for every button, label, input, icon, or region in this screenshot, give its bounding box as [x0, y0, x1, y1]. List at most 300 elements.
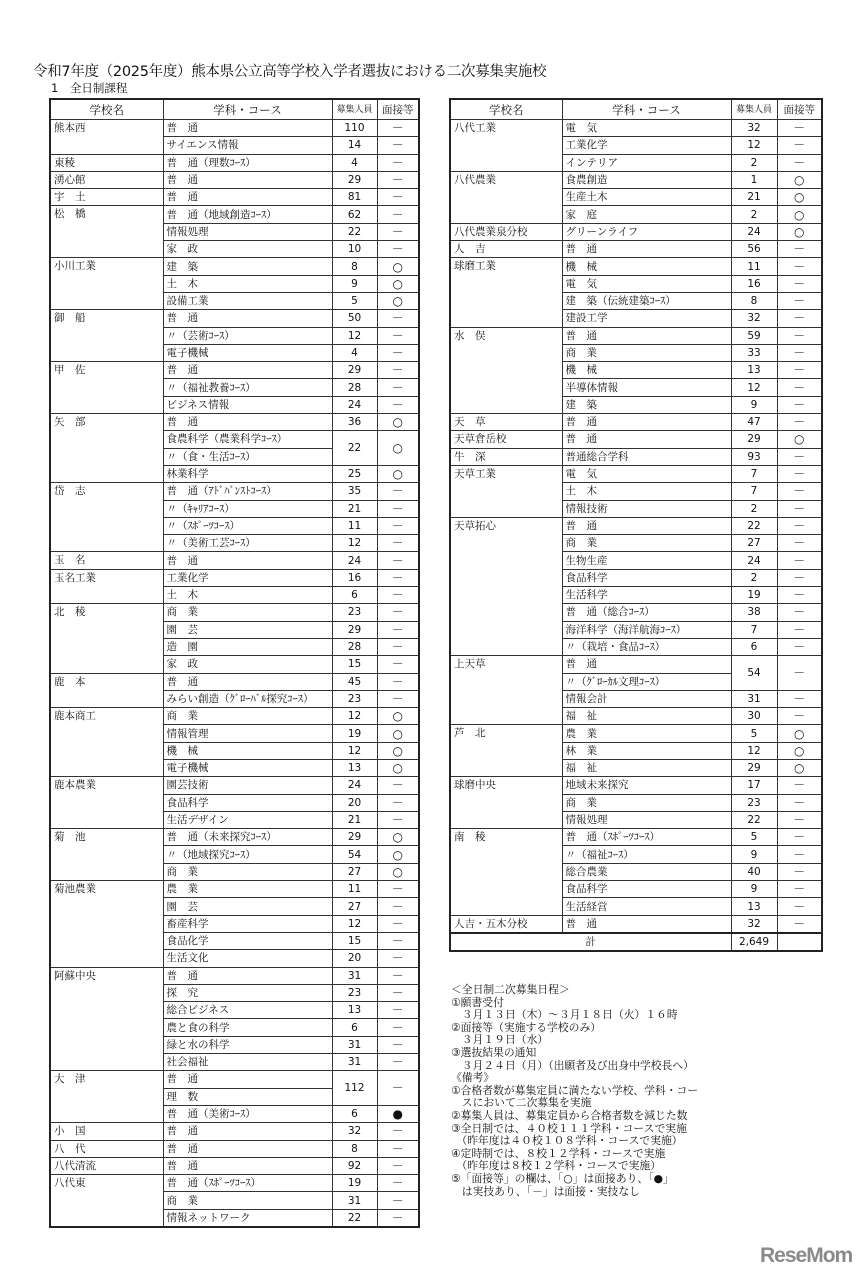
recruit-count: 19 — [332, 725, 377, 742]
course-name: 普 通 — [562, 656, 731, 673]
recruit-count: 16 — [332, 569, 377, 586]
course-name: 電 気 — [562, 120, 731, 137]
interview-mark: ○ — [777, 189, 822, 206]
interview-mark: － — [777, 500, 822, 517]
recruit-count: 32 — [731, 120, 777, 137]
recruit-count: 19 — [332, 1175, 377, 1192]
course-name: 普 通 — [163, 552, 332, 569]
interview-mark: － — [377, 154, 419, 171]
course-name: 建 築（伝統建築ｺｰｽ） — [562, 292, 731, 309]
recruit-count: 81 — [332, 189, 377, 206]
recruit-count: 11 — [332, 881, 377, 898]
recruit-count: 40 — [731, 863, 777, 880]
recruit-count: 36 — [332, 414, 377, 431]
school-name: 大 津 — [50, 1071, 163, 1123]
recruit-count: 19 — [731, 587, 777, 604]
interview-mark: － — [777, 396, 822, 413]
course-name: 社会福祉 — [163, 1054, 332, 1071]
recruit-count: 27 — [332, 863, 377, 880]
recruit-count: 12 — [332, 708, 377, 725]
interview-mark: － — [777, 846, 822, 863]
interview-mark: － — [377, 344, 419, 361]
course-name: 総合農業 — [562, 863, 731, 880]
course-name: 〃（ｽﾎﾟｰﾂｺｰｽ） — [163, 517, 332, 534]
interview-mark: ○ — [377, 708, 419, 725]
course-name: 機 械 — [163, 742, 332, 759]
recruit-count: 30 — [731, 708, 777, 725]
recruit-count: 27 — [332, 898, 377, 915]
note-line: ＜全日制二次募集日程＞ — [451, 983, 570, 996]
course-name: 総合ビジネス — [163, 1002, 332, 1019]
interview-mark: － — [377, 379, 419, 396]
table-row — [50, 258, 419, 275]
recruit-count: 15 — [332, 656, 377, 673]
school-name: 八代農業泉分校 — [450, 223, 562, 240]
course-name: 普 通 — [163, 1071, 332, 1088]
interview-mark: － — [377, 967, 419, 984]
course-name: 商 業 — [562, 344, 731, 361]
recruit-count: 56 — [731, 241, 777, 258]
course-name: 普 通 — [562, 241, 731, 258]
course-name: 普 通 — [562, 414, 731, 431]
course-name: 情報管理 — [163, 725, 332, 742]
school-name: 牛 深 — [450, 448, 562, 465]
total-value: 2,649 — [731, 933, 777, 951]
table-row — [450, 777, 822, 794]
course-name: 普 通 — [163, 673, 332, 690]
recruit-count: 29 — [731, 431, 777, 448]
table-row — [50, 673, 419, 690]
course-name: 林 業 — [562, 742, 731, 759]
course-name: 電子機械 — [163, 344, 332, 361]
note-line: （昨年度は４０校１０８学科・コースで実施） — [451, 1134, 683, 1148]
note-line: ④定時制では、８校１２学科・コースで実施 — [451, 1146, 666, 1160]
interview-mark: － — [777, 863, 822, 880]
table-row — [50, 362, 419, 379]
school-name: 芦 北 — [450, 725, 562, 777]
recruit-count: 33 — [731, 344, 777, 361]
course-name: 普 通 — [562, 327, 731, 344]
recruit-count: 9 — [332, 275, 377, 292]
header-course: 学科・コース — [163, 99, 332, 120]
recruit-count: 24 — [332, 552, 377, 569]
course-name: 生産土木 — [562, 189, 731, 206]
school-name: 松 橋 — [50, 206, 163, 258]
course-name: 家 庭 — [562, 206, 731, 223]
course-name: 〃（栽培・食品ｺｰｽ） — [562, 638, 731, 655]
course-name: 〃（食・生活ｺｰｽ） — [163, 448, 332, 465]
table-row — [50, 483, 419, 500]
interview-mark: － — [777, 881, 822, 898]
recruit-count: 45 — [332, 673, 377, 690]
recruit-count: 22 — [332, 1209, 377, 1227]
interview-mark: － — [777, 327, 822, 344]
interview-mark: － — [777, 241, 822, 258]
interview-mark: － — [377, 1036, 419, 1053]
school-name: 人吉・五木分校 — [450, 915, 562, 933]
interview-mark: － — [777, 915, 822, 933]
course-name: 生活経営 — [562, 898, 731, 915]
interview-mark: － — [777, 535, 822, 552]
course-name: 普 通 — [163, 414, 332, 431]
recruit-count: 13 — [332, 1002, 377, 1019]
course-name: 機 械 — [562, 362, 731, 379]
interview-mark: － — [377, 362, 419, 379]
interview-mark: － — [377, 310, 419, 327]
header-school: 学校名 — [450, 99, 562, 120]
course-name: 商 業 — [562, 794, 731, 811]
schools-table-left — [49, 98, 420, 1228]
recruit-count: 13 — [332, 759, 377, 776]
school-name: 阿蘇中央 — [50, 967, 163, 1071]
interview-mark: － — [777, 794, 822, 811]
interview-mark: － — [777, 310, 822, 327]
course-name: 普 通（ｽﾎﾟｰﾂｺｰｽ） — [163, 1175, 332, 1192]
table-row — [450, 327, 822, 344]
note-line: ３月１９日（水） — [451, 1033, 549, 1047]
recruit-count: 2 — [731, 500, 777, 517]
course-name: 園芸技術 — [163, 777, 332, 794]
table-row — [50, 206, 419, 223]
interview-mark: － — [777, 379, 822, 396]
recruit-count: 12 — [332, 535, 377, 552]
interview-mark: ○ — [377, 292, 419, 309]
school-name: 宇 土 — [50, 189, 163, 206]
course-name: 食品化学 — [163, 932, 332, 949]
course-name: 普 通 — [163, 120, 332, 137]
course-name: 食品科学 — [562, 569, 731, 586]
table-row — [50, 1140, 419, 1157]
section-subtitle: 1 全日制課程 — [51, 81, 128, 95]
recruit-count: 8 — [332, 258, 377, 275]
recruit-count: 23 — [731, 794, 777, 811]
recruit-count: 29 — [731, 759, 777, 776]
school-name: 人 吉 — [450, 241, 562, 258]
interview-mark: － — [377, 794, 419, 811]
course-name: 土 木 — [163, 587, 332, 604]
course-name: 地域未来探究 — [562, 777, 731, 794]
school-name: 上天草 — [450, 656, 562, 725]
interview-mark: － — [377, 1002, 419, 1019]
note-line: （昨年度は８校１２学科・コースで実施） — [451, 1159, 661, 1173]
course-name: 普 通 — [163, 1157, 332, 1174]
recruit-count: 12 — [332, 915, 377, 932]
school-name: 岱 志 — [50, 483, 163, 552]
recruit-count: 5 — [731, 829, 777, 846]
table-row — [450, 915, 822, 933]
interview-mark: ○ — [377, 258, 419, 275]
interview-mark: － — [777, 604, 822, 621]
course-name: 商 業 — [163, 708, 332, 725]
recruit-count: 31 — [332, 1036, 377, 1053]
recruit-count: 2 — [731, 206, 777, 223]
course-name: 情報処理 — [562, 811, 731, 828]
table-row — [450, 829, 822, 846]
course-name: 普 通（理数ｺｰｽ） — [163, 154, 332, 171]
table-row — [450, 517, 822, 534]
course-name: 探 究 — [163, 984, 332, 1001]
recruit-count: 21 — [332, 500, 377, 517]
interview-mark: － — [777, 690, 822, 707]
recruit-count: 22 — [332, 431, 377, 466]
recruit-count: 32 — [332, 1123, 377, 1140]
resemom-logo: ReseMom — [760, 1244, 853, 1267]
school-name: 天草拓心 — [450, 517, 562, 655]
interview-mark: － — [377, 1140, 419, 1157]
interview-mark: － — [777, 621, 822, 638]
course-name: 畜産科学 — [163, 915, 332, 932]
interview-mark: － — [777, 344, 822, 361]
course-name: グリーンライフ — [562, 223, 731, 240]
interview-mark: － — [777, 517, 822, 534]
course-name: 情報会計 — [562, 690, 731, 707]
course-name: 普 通 — [163, 171, 332, 188]
school-name: 鹿本農業 — [50, 777, 163, 829]
recruit-count: 28 — [332, 638, 377, 655]
recruit-count: 24 — [332, 777, 377, 794]
recruit-count: 1 — [731, 171, 777, 188]
recruit-count: 24 — [731, 223, 777, 240]
course-name: 電 気 — [562, 275, 731, 292]
course-name: 〃（芸術ｺｰｽ） — [163, 327, 332, 344]
note-line: ①合格者数が募集定員に満たない学校、学科・コー — [451, 1083, 699, 1097]
course-name: 普 通 — [163, 189, 332, 206]
interview-mark: － — [777, 898, 822, 915]
course-name: 情報ネットワーク — [163, 1209, 332, 1227]
interview-mark: － — [377, 604, 419, 621]
school-name: 玉 名 — [50, 552, 163, 569]
recruit-count: 62 — [332, 206, 377, 223]
recruit-count: 20 — [332, 794, 377, 811]
table-row — [50, 189, 419, 206]
schools-table-right — [449, 98, 823, 952]
course-name: 食農科学（農業科学ｺｰｽ） — [163, 431, 332, 448]
recruit-count: 27 — [731, 535, 777, 552]
interview-mark: ○ — [377, 275, 419, 292]
interview-mark: － — [377, 881, 419, 898]
school-name: 天 草 — [450, 414, 562, 431]
course-name: 生活デザイン — [163, 811, 332, 828]
interview-mark: － — [777, 448, 822, 465]
interview-mark: － — [377, 898, 419, 915]
recruit-count: 29 — [332, 171, 377, 188]
recruit-count: 4 — [332, 344, 377, 361]
table-row — [50, 604, 419, 621]
course-name: 設備工業 — [163, 292, 332, 309]
recruit-count: 4 — [332, 154, 377, 171]
note-line: ②募集人員は、募集定員から合格者数を減じた数 — [451, 1108, 688, 1122]
recruit-count: 5 — [332, 292, 377, 309]
interview-mark: － — [777, 708, 822, 725]
school-name: 湧心館 — [50, 171, 163, 188]
interview-mark: － — [377, 517, 419, 534]
school-name: 八 代 — [50, 1140, 163, 1157]
schedule-notes — [451, 984, 698, 1198]
school-name: 天草工業 — [450, 465, 562, 517]
course-name: 建設工学 — [562, 310, 731, 327]
recruit-count: 59 — [731, 327, 777, 344]
interview-mark: ○ — [777, 206, 822, 223]
recruit-count: 13 — [731, 362, 777, 379]
recruit-count: 22 — [332, 223, 377, 240]
recruit-count: 112 — [332, 1071, 377, 1106]
recruit-count: 93 — [731, 448, 777, 465]
course-name: 普通総合学科 — [562, 448, 731, 465]
course-name: 農 業 — [163, 881, 332, 898]
course-name: 家 政 — [163, 656, 332, 673]
interview-mark: － — [377, 120, 419, 137]
table-row — [450, 120, 822, 137]
recruit-count: 38 — [731, 604, 777, 621]
interview-mark: － — [777, 154, 822, 171]
course-name: 家 政 — [163, 241, 332, 258]
recruit-count: 35 — [332, 483, 377, 500]
course-name: 園 芸 — [163, 898, 332, 915]
note-line: ３月１３日（木）～３月１８日（火）１６時 — [451, 1008, 678, 1022]
school-name: 玉名工業 — [50, 569, 163, 604]
header-course: 学科・コース — [562, 99, 731, 120]
recruit-count: 47 — [731, 414, 777, 431]
recruit-count: 16 — [731, 275, 777, 292]
recruit-count: 12 — [731, 379, 777, 396]
note-line: ３月２４日（月）（出願者及び出身中学校長へ） — [451, 1058, 694, 1072]
recruit-count: 17 — [731, 777, 777, 794]
school-name: 八代清流 — [50, 1157, 163, 1174]
school-name: 水 俣 — [450, 327, 562, 413]
interview-mark: － — [777, 258, 822, 275]
course-name: 食品科学 — [163, 794, 332, 811]
course-name: 理 数 — [163, 1088, 332, 1105]
recruit-count: 92 — [332, 1157, 377, 1174]
recruit-count: 11 — [731, 258, 777, 275]
interview-mark: － — [777, 483, 822, 500]
course-name: 普 通 — [163, 310, 332, 327]
interview-mark: － — [377, 1209, 419, 1227]
course-name: 普 通（未来探究ｺｰｽ） — [163, 829, 332, 846]
course-name: 普 通 — [163, 362, 332, 379]
interview-mark: － — [777, 137, 822, 154]
table-row — [50, 154, 419, 171]
school-name: 鹿本商工 — [50, 708, 163, 777]
interview-mark: － — [777, 811, 822, 828]
course-name: 情報処理 — [163, 223, 332, 240]
school-name: 東稜 — [50, 154, 163, 171]
course-name: 〃（美術工芸ｺｰｽ） — [163, 535, 332, 552]
recruit-count: 32 — [731, 310, 777, 327]
recruit-count: 15 — [332, 932, 377, 949]
recruit-count: 2 — [731, 569, 777, 586]
interview-mark: ○ — [377, 863, 419, 880]
interview-mark: － — [377, 1054, 419, 1071]
recruit-count: 29 — [332, 829, 377, 846]
recruit-count: 10 — [332, 241, 377, 258]
course-name: 電子機械 — [163, 759, 332, 776]
table-row — [50, 552, 419, 569]
school-name: 菊 池 — [50, 829, 163, 881]
course-name: 商 業 — [163, 604, 332, 621]
table-row — [50, 1157, 419, 1174]
course-name: 商 業 — [163, 863, 332, 880]
course-name: 普 通（地域創造ｺｰｽ） — [163, 206, 332, 223]
course-name: 生物生産 — [562, 552, 731, 569]
note-line: ③選抜結果の通知 — [451, 1045, 537, 1059]
table-row — [50, 171, 419, 188]
interview-mark: － — [777, 362, 822, 379]
course-name: 半導体情報 — [562, 379, 731, 396]
recruit-count: 23 — [332, 604, 377, 621]
course-name: 〃（地域探究ｺｰｽ） — [163, 846, 332, 863]
recruit-count: 6 — [731, 638, 777, 655]
course-name: 商 業 — [163, 1192, 332, 1209]
recruit-count: 9 — [731, 881, 777, 898]
course-name: 食品科学 — [562, 881, 731, 898]
course-name: 園 芸 — [163, 621, 332, 638]
page-title: 令和7年度（2025年度）熊本県公立高等学校入学者選抜における二次募集実施校 — [33, 64, 547, 80]
total-empty — [777, 933, 822, 951]
interview-mark: － — [377, 483, 419, 500]
school-name: 菊池農業 — [50, 881, 163, 967]
interview-mark: － — [377, 587, 419, 604]
header-interview: 面接等 — [777, 99, 822, 120]
table-row — [450, 725, 822, 742]
table-row — [450, 241, 822, 258]
total-row — [450, 933, 822, 951]
course-name: 建 築 — [163, 258, 332, 275]
course-name: 〃（福祉ｺｰｽ） — [562, 846, 731, 863]
recruit-count: 31 — [731, 690, 777, 707]
recruit-count: 22 — [731, 517, 777, 534]
interview-mark: ○ — [777, 742, 822, 759]
interview-mark: － — [377, 206, 419, 223]
course-name: 普 通 — [163, 967, 332, 984]
interview-mark: － — [377, 223, 419, 240]
note-line: ③全日制では、４０校１１１学科・コースで実施 — [451, 1121, 687, 1135]
interview-mark: － — [777, 414, 822, 431]
interview-mark: ○ — [777, 759, 822, 776]
interview-mark: － — [377, 1157, 419, 1174]
recruit-count: 54 — [731, 656, 777, 691]
interview-mark: － — [377, 189, 419, 206]
interview-mark: － — [377, 811, 419, 828]
school-name: 小川工業 — [50, 258, 163, 310]
interview-mark: － — [777, 552, 822, 569]
interview-mark: － — [777, 777, 822, 794]
course-name: 土 木 — [163, 275, 332, 292]
interview-mark: － — [377, 777, 419, 794]
course-name: 福 祉 — [562, 708, 731, 725]
course-name: 普 通（総合ｺｰｽ） — [562, 604, 731, 621]
recruit-count: 12 — [731, 137, 777, 154]
interview-mark: ○ — [377, 725, 419, 742]
table-row — [50, 1071, 419, 1088]
interview-mark: － — [777, 120, 822, 137]
recruit-count: 24 — [731, 552, 777, 569]
interview-mark: ○ — [777, 725, 822, 742]
recruit-count: 9 — [731, 846, 777, 863]
recruit-count: 31 — [332, 1054, 377, 1071]
recruit-count: 8 — [332, 1140, 377, 1157]
recruit-count: 12 — [332, 327, 377, 344]
interview-mark: － — [377, 915, 419, 932]
course-name: みらい創造（ｸﾞﾛｰﾊﾞﾙ探究ｺｰｽ） — [163, 690, 332, 707]
interview-mark: ○ — [777, 171, 822, 188]
recruit-count: 23 — [332, 984, 377, 1001]
interview-mark: ○ — [377, 431, 419, 466]
course-name: ビジネス情報 — [163, 396, 332, 413]
table-row — [50, 967, 419, 984]
interview-mark: － — [777, 275, 822, 292]
school-name: 球磨中央 — [450, 777, 562, 829]
